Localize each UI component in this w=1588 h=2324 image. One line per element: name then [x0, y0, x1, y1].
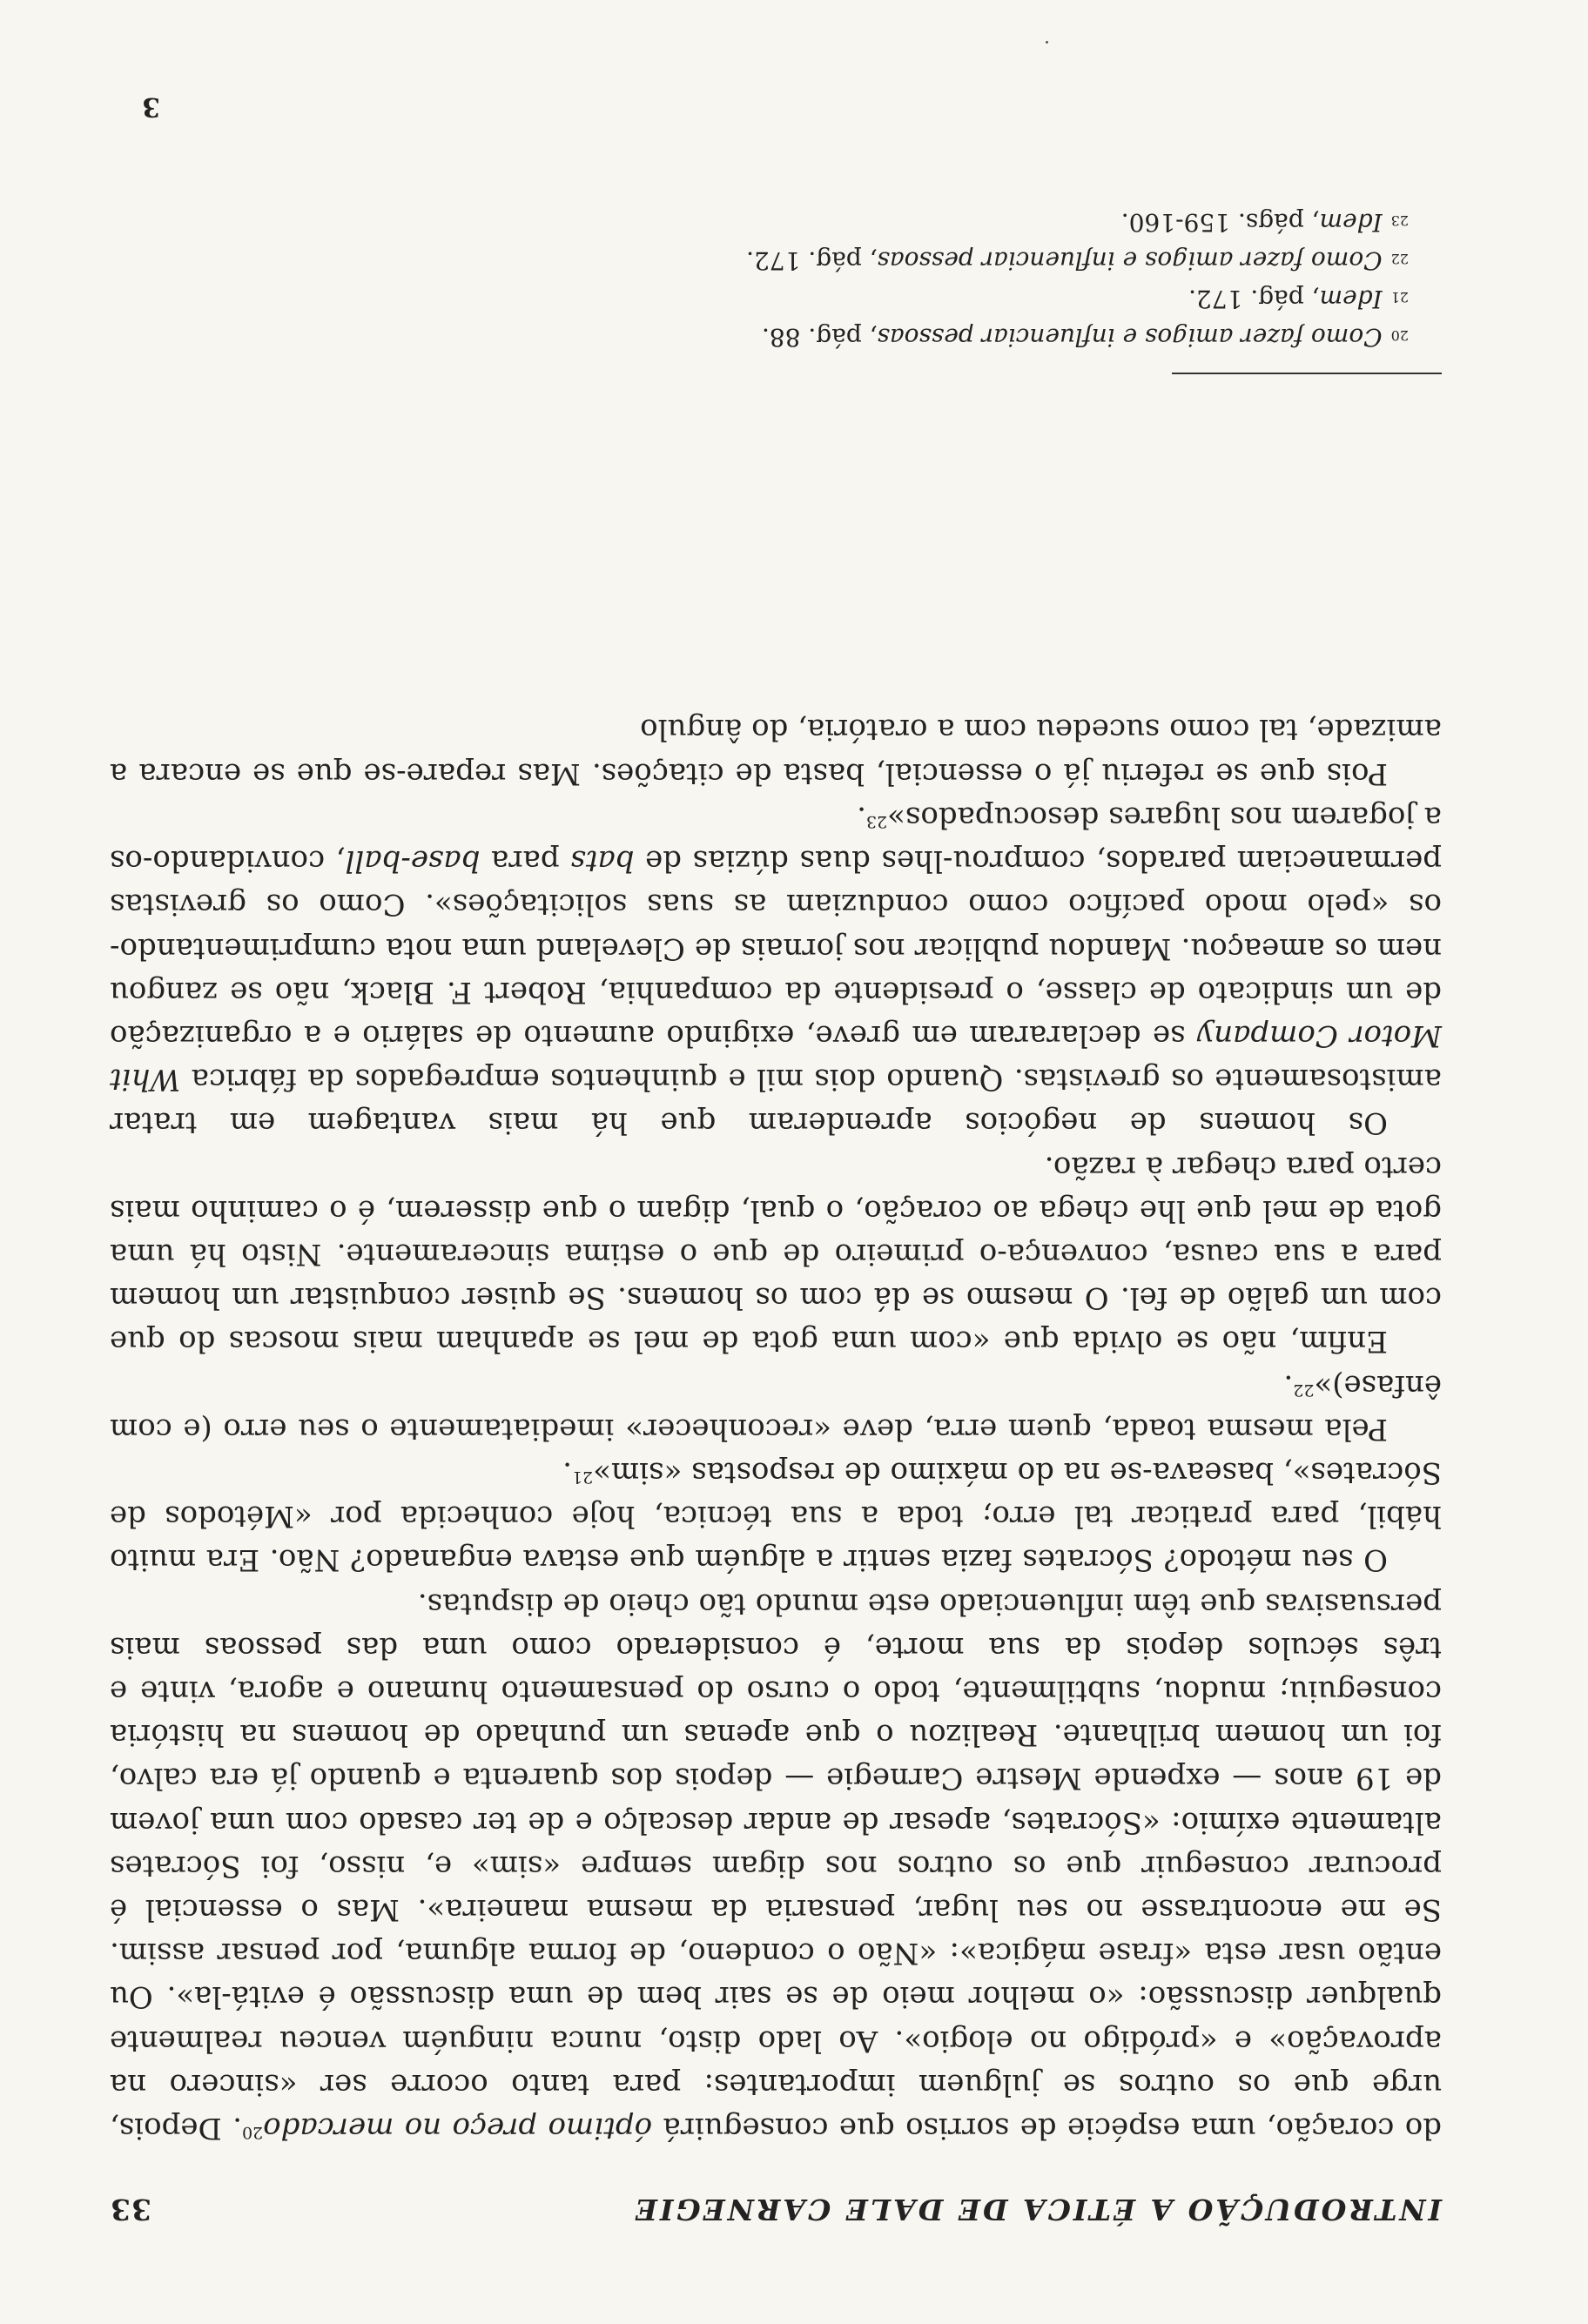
paragraph — [110, 1451, 1442, 1582]
footnote-ref: 21 — [571, 1467, 594, 1487]
footnote-number: 21 — [1390, 289, 1409, 306]
footnote — [111, 202, 1409, 240]
paragraph-text: Pela mesma toada, quem erra, deve «reconhecer» imediatamente o seu erro (e com ênfase)» — [110, 1367, 1442, 1447]
scan-speck — [1046, 41, 1048, 44]
footnote — [111, 240, 1409, 279]
body-text — [110, 708, 1442, 2150]
footnote-title: Idem — [1319, 285, 1383, 313]
footnote-title: Como fazer amigos e influenciar pessoas — [877, 323, 1383, 352]
footnotes — [111, 202, 1409, 355]
footnote-number: 23 — [1390, 212, 1409, 229]
paragraph-text: . — [857, 799, 866, 835]
paragraph-text: . Depois, urge que os outros se julguem importantes: para tanto ocorre ser «sincero na aprovação» e «pródigo no elogio». Ao lado disto, nunca ninguém venceu realmente qualquer discussão: «o melhor meio de se sair bem de uma discussão é evitá-la». Ou então usar esta «frase mágica»: «Não o condeno, de forma alguma, por pensar assim. Se me encontrasse no seu lugar, pensaria da mesma maneira». Mas o essencial é procurar conseguir que os outros nos digam sempre «sim» e, nisso, foi Sócrates altamente exímio: «Sócrates, apesar de andar descalço e de ter casado com uma jovem de 19 anos — expende Mestre Carnegie — depois dos quarenta e quando já era calvo, foi um homem brilhante. Realizou o que apenas um punhado de homens na história conseguiu; mudou, subtilmente, todo o curso do pensamento humano e agora, vinte e três séculos depois da sua morte, é considerado como uma das pessoas mais persuasivas que têm influenciado este mundo tão cheio de disputas. — [110, 1586, 1442, 2146]
page-number: 33 — [110, 2193, 151, 2227]
footnote-ref: 22 — [1293, 1380, 1315, 1400]
footnote-ref-text: , pág. 172. — [746, 246, 878, 275]
paragraph — [110, 708, 1442, 795]
paragraph-text: Os homens de negócios aprenderam que há mais vantagem em tratar amistosamente os grevistas. Quando dois mil e quinhentos empregados da fábrica — [110, 1062, 1442, 1141]
footnote-title: Idem — [1319, 208, 1383, 237]
footnote-title: Como fazer amigos e influenciar pessoas — [877, 246, 1383, 275]
paragraph — [110, 796, 1442, 1145]
signature-mark: 3 — [142, 91, 160, 122]
footnote-ref-text: , pág. 88. — [761, 323, 878, 352]
running-head-title: INTRODUÇÃO A ÉTICA DE DALE CARNEGIE — [632, 2193, 1442, 2227]
footnote — [111, 279, 1409, 317]
paragraph-text: , convidando-os a jogarem nos lugares desocupados» — [110, 799, 1442, 879]
italic-phrase: base-ball — [345, 843, 481, 879]
italic-phrase: óptimo preço no mercado — [263, 2111, 653, 2146]
footnote-ref-text: , pág. 172. — [1188, 285, 1320, 313]
paragraph-text: Pois que se referiu já o essencial, basta de citações. Mas repare-se que se encara a amizade, tal como sucedeu com a oratória, do ângulo — [110, 712, 1442, 791]
footnote-number: 22 — [1390, 251, 1409, 267]
italic-phrase: Whit Motor Company — [110, 1018, 1442, 1098]
footnote-number: 20 — [1390, 327, 1409, 344]
footnote-rule — [1172, 373, 1442, 374]
paragraph-text: se declararam em greve, exigindo aumento de salário e a organização de um sindicato de classe, o presidente da companhia, Robert F. Black, não se zangou nem os ameaçou. Mandou publicar nos jornais de Cleveland uma nota cumprimentando-os «pelo modo pacífico como conduziam as suas solicitações». Como os grevistas permaneciam parados, comprou-lhes duas dúzias de — [110, 843, 1442, 1053]
italic-phrase: bats — [570, 843, 635, 879]
paragraph-text: . — [1283, 1367, 1294, 1403]
paragraph-text: . — [562, 1454, 572, 1490]
running-head — [110, 2193, 1442, 2227]
paragraph-text: O seu método? Sócrates fazia sentir a alguém que estava enganado? Não. Era muito hábil, para praticar tal erro; toda a sua técnica, hoje conhecida por «Métodos de Sócrates», baseava-se na do máximo de respostas «sim» — [110, 1454, 1442, 1578]
footnote — [111, 317, 1409, 355]
paragraph-text: para — [480, 843, 571, 879]
paragraph — [110, 1582, 1442, 2150]
paragraph — [110, 1363, 1442, 1450]
paragraph — [110, 1145, 1442, 1363]
paragraph-text: do coração, uma espécie de sorriso que conseguirá — [652, 2111, 1442, 2146]
paragraph-text: Enfim, não se olvida que «com uma gota de mel se apanham mais moscas do que com um galão de fel. O mesmo se dá com os homens. Se quiser conquistar um homem para a sua causa, convença-o primeiro de que o estima sinceramente. Nisto há uma gota de mel que lhe chega ao coração, o qual, digam o que disserem, é o caminho mais certo para chegar à razão. — [110, 1149, 1442, 1360]
footnote-ref-text: , págs. 159-160. — [1120, 208, 1320, 237]
footnote-ref: 20 — [241, 2123, 264, 2142]
footnote-ref: 23 — [865, 811, 888, 831]
